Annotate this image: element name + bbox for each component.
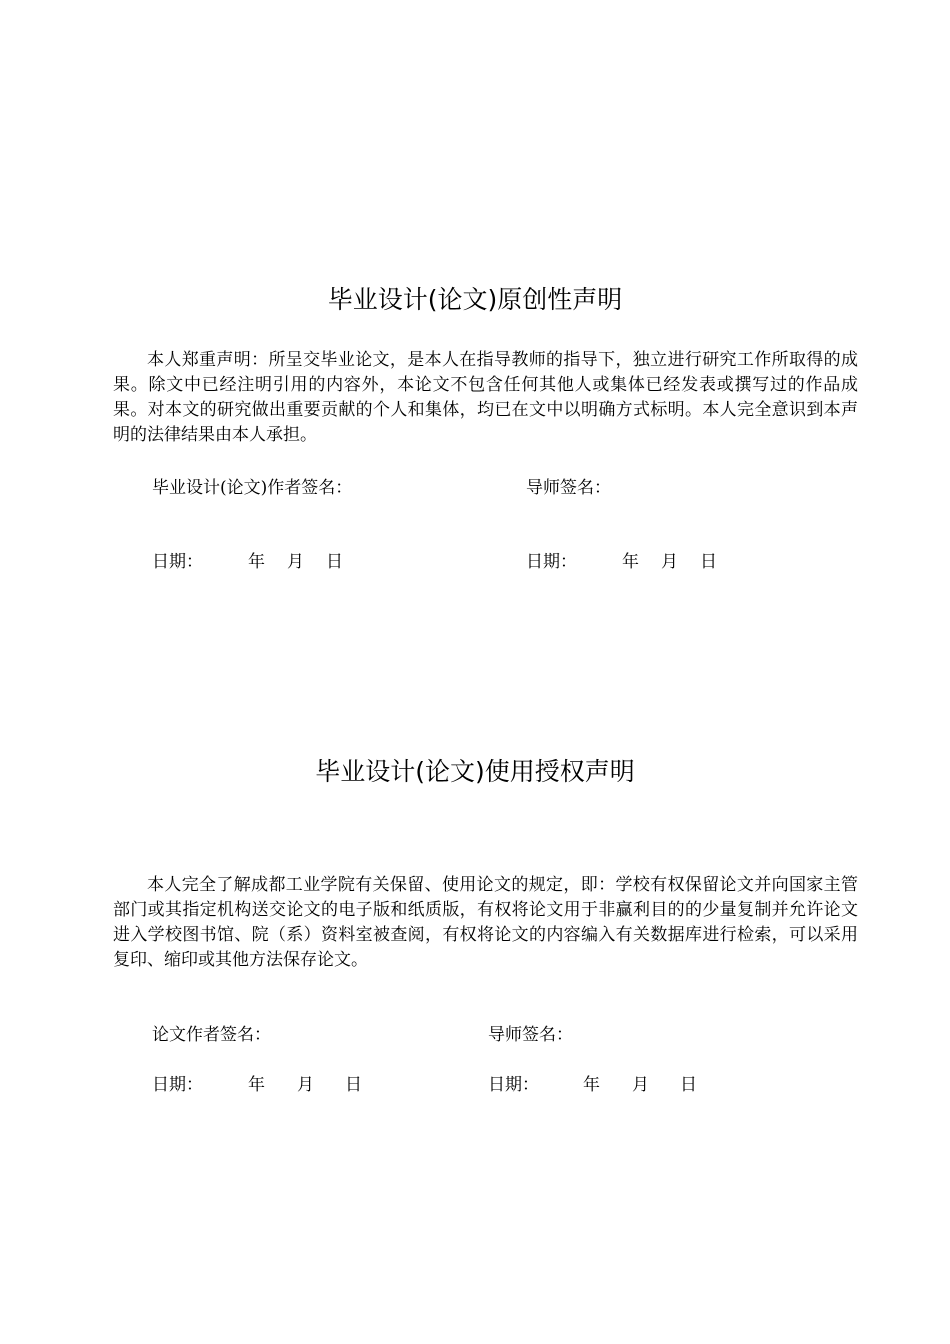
originality-body: 本人郑重声明：所呈交毕业论文，是本人在指导教师的指导下，独立进行研究工作所取得的成果。除文中已经注明引用的内容外，本论文不包含任何其他人或集体已经发表或撰写过的作品成果。对本文的研究做出重要贡献的个人和集体，均已在文中以明确方式标明。本人完全意识到本声明的法律结果由本人承担。 [113, 350, 858, 445]
authorization-title: 毕业设计(论文)使用授权声明 [315, 757, 635, 786]
originality-author-date-label: 日期： [152, 552, 203, 572]
originality-author-signature-label: 毕业设计(论文)作者签名： [152, 478, 353, 498]
authorization-advisor-year-label: 年 [583, 1075, 600, 1095]
originality-title: 毕业设计(论文)原创性声明 [327, 285, 623, 314]
authorization-body: 本人完全了解成都工业学院有关保留、使用论文的规定，即：学校有权保留论文并向国家主管部门或其指定机构送交论文的电子版和纸质版，有权将论文用于非赢利目的的少量复制并允许论文进入学校图书馆、院（系）资料室被查阅，有权将论文的内容编入有关数据库进行检索，可以采用复印、缩印或其他方法保存论文。 [113, 875, 858, 970]
originality-advisor-month-label: 月 [661, 552, 678, 572]
authorization-author-signature-label: 论文作者签名： [152, 1025, 271, 1045]
authorization-author-year-label: 年 [248, 1075, 265, 1095]
originality-advisor-signature-label: 导师签名： [526, 478, 611, 498]
authorization-author-day-label: 日 [345, 1075, 362, 1095]
authorization-advisor-date-label: 日期： [488, 1075, 539, 1095]
originality-author-day-label: 日 [326, 552, 343, 572]
authorization-author-date-label: 日期： [152, 1075, 203, 1095]
originality-advisor-year-label: 年 [622, 552, 639, 572]
authorization-advisor-signature-label: 导师签名： [488, 1025, 573, 1045]
authorization-author-month-label: 月 [297, 1075, 314, 1095]
originality-advisor-day-label: 日 [700, 552, 717, 572]
originality-advisor-date-label: 日期： [526, 552, 577, 572]
authorization-advisor-month-label: 月 [632, 1075, 649, 1095]
authorization-advisor-day-label: 日 [680, 1075, 697, 1095]
originality-author-year-label: 年 [248, 552, 265, 572]
originality-author-month-label: 月 [287, 552, 304, 572]
